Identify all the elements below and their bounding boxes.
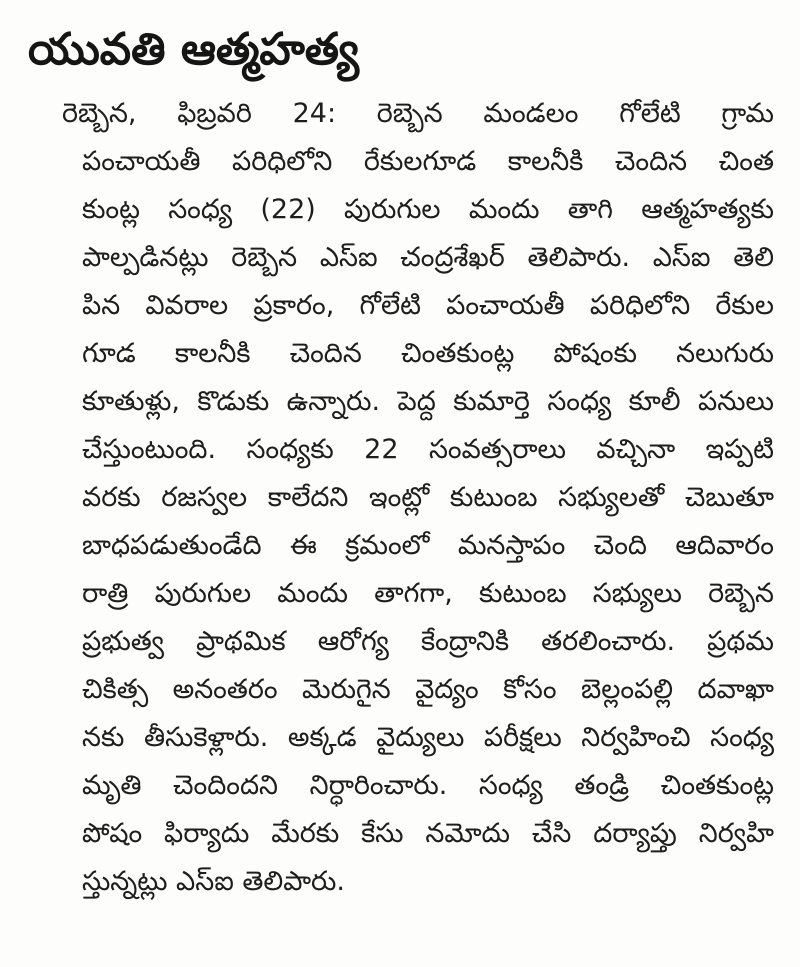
body-line: పాల్పడినట్లు రెబ్బెన ఎస్ఐ చంద్రశేఖర్ తెలిపారు. ఎస్ఐ తెలి [82, 242, 774, 273]
body-line: చికిత్స అనంతరం మెరుగైన వైద్యం కోసం బెల్లంపల్లి దవాఖా [82, 674, 774, 705]
body-line: గూడ కాలనీకి చెందిన చింతకుంట్ల పోషంకు నలుగురు [82, 338, 774, 369]
body-line: నకు తీసుకెళ్లారు. అక్కడ వైద్యులు పరీక్షలు నిర్వహించి సంధ్య [82, 722, 774, 753]
body-line: కూతుళ్లు, కొడుకు ఉన్నారు. పెద్ద కుమార్తె సంధ్య కూలీ పనులు [82, 386, 774, 417]
body-line: బాధపడుతుండేది ఈ క్రమంలో మనస్తాపం చెంది ఆదివారం [82, 530, 774, 561]
headline: యువతి ఆత్మహత్య [28, 24, 359, 75]
body-line: మృతి చెందిందని నిర్ధారించారు. సంధ్య తండ్రి చింతకుంట్ల [82, 770, 774, 801]
body-line: కుంట్ల సంధ్య (22) పురుగుల మందు తాగి ఆత్మహత్యకు [82, 194, 774, 225]
body-line: చేస్తుంటుంది. సంధ్యకు 22 సంవత్సరాలు వచ్చినా ఇప్పటి [82, 434, 774, 465]
body-line: రెబ్బెన, ఫిబ్రవరి 24: రెబ్బెన మండలం గోలేటి గ్రామ [62, 98, 774, 129]
body-line: పిన వివరాల ప్రకారం, గోలేటి పంచాయతీ పరిధిలోని రేకుల [82, 290, 774, 321]
body-line: స్తున్నట్లు ఎస్ఐ తెలిపారు. [82, 866, 345, 897]
body-line: ప్రభుత్వ ప్రాథమిక ఆరోగ్య కేంద్రానికి తరలించారు. ప్రథమ [82, 626, 774, 657]
body-line: పంచాయతీ పరిధిలోని రేకులగూడ కాలనీకి చెందిన చింత [82, 146, 774, 177]
body-line: రాత్రి పురుగుల మందు తాగగా, కుటుంబ సభ్యులు రెబ్బెన [82, 578, 774, 609]
body-line: వరకు రజస్వల కాలేదని ఇంట్లో కుటుంబ సభ్యులతో చెబుతూ [82, 482, 774, 513]
body-line: పోషం ఫిర్యాదు మేరకు కేసు నమోదు చేసి దర్యాప్తు నిర్వహి [82, 818, 774, 849]
